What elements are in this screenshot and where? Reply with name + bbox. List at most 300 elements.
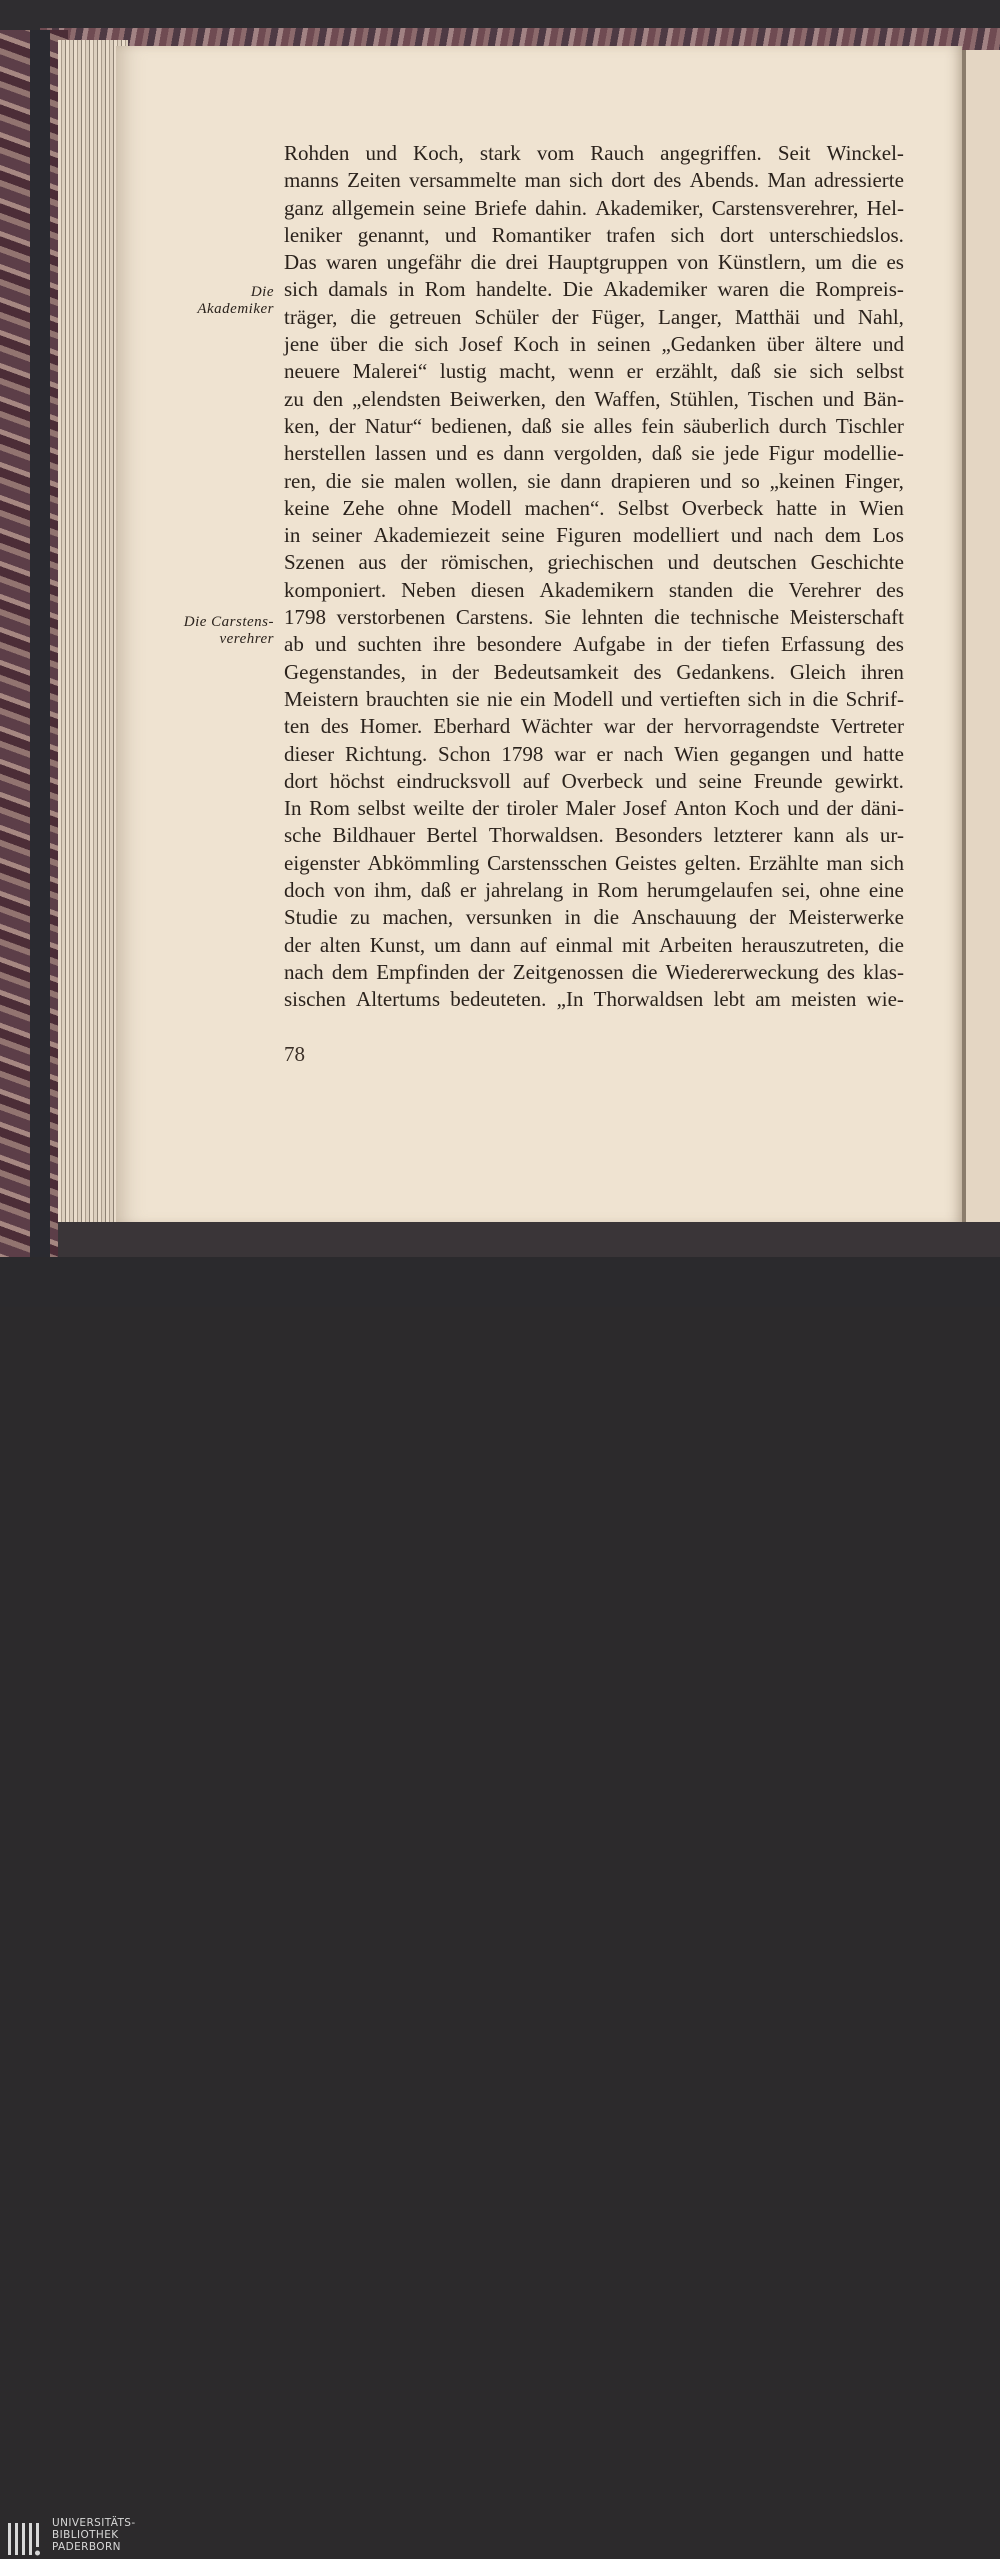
word: der — [646, 714, 674, 739]
word: Meisterwerke — [788, 905, 904, 930]
word: von — [677, 250, 709, 275]
word: Man — [767, 168, 806, 193]
word: Hel- — [866, 195, 904, 220]
word: machen“. — [524, 495, 605, 520]
word: Homer. — [359, 714, 423, 739]
word: der — [477, 959, 505, 984]
word: Neben — [401, 577, 456, 602]
word: war — [554, 741, 586, 766]
word: über — [329, 332, 368, 357]
library-footer — [0, 1257, 1000, 2553]
word: die — [325, 468, 352, 493]
word: leniker — [284, 222, 343, 247]
word: ren, — [284, 468, 317, 493]
text-line — [284, 386, 904, 413]
word: hatte — [863, 741, 904, 766]
word: drei — [505, 250, 539, 275]
word: und — [621, 686, 653, 711]
word: Selbst — [617, 495, 669, 520]
word: lebt — [713, 987, 746, 1012]
word: des — [633, 659, 662, 684]
word: letzterer — [713, 823, 783, 848]
word: zu — [284, 386, 304, 411]
word: seine — [698, 768, 742, 793]
word: Geschichte — [810, 550, 904, 575]
word: 1798 — [284, 605, 326, 630]
word: malen — [394, 468, 446, 493]
word: Bertel — [426, 823, 478, 848]
word: Rom — [309, 796, 350, 821]
word: ten — [284, 714, 310, 739]
word: Bedeutsamkeit — [493, 659, 619, 684]
word: und — [730, 523, 763, 548]
word: Künstlern, — [717, 250, 806, 275]
word: eine — [868, 878, 904, 903]
word: über — [766, 332, 805, 357]
word: Josef — [623, 796, 667, 821]
word: und — [667, 550, 699, 575]
word: die — [631, 959, 658, 984]
word: meisten — [791, 987, 857, 1012]
word: Erfassung — [780, 632, 865, 657]
word: Schüler — [474, 304, 539, 329]
word: tiroler — [506, 796, 558, 821]
word: verstorbenen — [336, 605, 446, 630]
text-line — [284, 850, 904, 877]
word: Seit — [777, 141, 811, 165]
word: Natur“ — [364, 413, 423, 438]
word: gelten. — [684, 850, 742, 875]
word: dort — [611, 168, 646, 193]
word: jahrelang — [485, 878, 564, 903]
text-line — [284, 522, 904, 549]
word: lehnten — [581, 605, 644, 630]
word: Studie — [284, 905, 338, 930]
word: sich — [870, 850, 904, 875]
word: Beiwerken, — [449, 386, 546, 411]
word: er — [596, 741, 613, 766]
word: versunken — [465, 905, 552, 930]
word: in — [398, 277, 415, 302]
word: jene — [284, 332, 319, 357]
word: man — [826, 850, 863, 875]
word: in — [788, 686, 806, 711]
word: hervorragendste — [684, 714, 820, 739]
word: Carstensschen — [487, 850, 608, 875]
word: so — [741, 468, 760, 493]
margin-note-line: verehrer — [219, 631, 274, 647]
text-line — [284, 413, 904, 440]
text-line — [284, 440, 904, 467]
word: „keinen — [769, 468, 835, 493]
word: Tischen — [747, 386, 814, 411]
word: getreuen — [389, 304, 462, 329]
word: dem — [824, 523, 861, 548]
word: der — [328, 413, 356, 438]
word: von — [333, 878, 366, 903]
word: ohne — [397, 495, 439, 520]
word: technische — [690, 605, 780, 630]
word: Overbeck — [561, 768, 644, 793]
text-line — [284, 986, 904, 1013]
word: und — [813, 304, 845, 329]
word: In — [284, 796, 302, 821]
word: Eberhard — [433, 714, 511, 739]
word: Figuren — [556, 523, 622, 548]
word: dann — [470, 932, 511, 957]
word: er — [626, 359, 643, 384]
word: der — [551, 304, 579, 329]
word: Romantiker — [491, 222, 591, 247]
word: Meisterschaft — [789, 605, 904, 630]
text-line — [284, 904, 904, 931]
word: dann — [503, 441, 545, 466]
word: Erzählte — [748, 850, 819, 875]
word: römischen, — [440, 550, 534, 575]
word: versammelte — [409, 168, 517, 193]
word: fein — [641, 413, 675, 438]
word: der — [683, 632, 711, 657]
word: mit — [621, 932, 650, 957]
text-line — [284, 249, 904, 276]
word: selbst — [357, 796, 406, 821]
word: herauszutreten, — [741, 932, 870, 957]
text-line — [284, 304, 904, 331]
word: sich — [670, 222, 705, 247]
word: Matthäi — [734, 304, 801, 329]
word: Nahl, — [857, 304, 904, 329]
word: damals — [328, 277, 388, 302]
word: Overbeck — [681, 495, 764, 520]
word: des — [875, 577, 904, 602]
word: ur- — [879, 823, 904, 848]
word: Modell — [451, 495, 512, 520]
word: Anschauung — [631, 905, 737, 930]
library-name — [52, 2517, 136, 2553]
word: Bildhauer — [332, 823, 416, 848]
word: der — [400, 550, 428, 575]
page-number: 78 — [284, 1042, 305, 1066]
word: drapieren — [610, 468, 691, 493]
word: und — [444, 222, 477, 247]
word: Verehrer — [788, 577, 861, 602]
word: in — [572, 878, 589, 903]
word: und — [365, 141, 397, 165]
word: handelte. — [475, 277, 553, 302]
word: sischen — [284, 987, 346, 1012]
word: Langer, — [658, 304, 722, 329]
word: seiner — [311, 523, 362, 548]
word: ein — [519, 686, 546, 711]
word: kann — [793, 823, 835, 848]
word: Bän- — [863, 386, 904, 411]
word: auf — [519, 932, 547, 957]
text-line — [284, 331, 904, 358]
word: des — [826, 959, 855, 984]
word: sche — [284, 823, 322, 848]
word: die — [851, 250, 878, 275]
word: machen, — [382, 905, 454, 930]
word: deutschen — [712, 550, 797, 575]
word: der — [472, 796, 499, 821]
word: Wächter — [521, 714, 593, 739]
word: ältere — [815, 332, 862, 357]
word: doch — [284, 878, 325, 903]
word: um — [815, 250, 843, 275]
word: als — [845, 823, 869, 848]
word: und — [699, 468, 732, 493]
word: und — [435, 441, 468, 466]
text-line — [284, 795, 904, 822]
word: Freunde — [753, 768, 823, 793]
word: es — [476, 441, 495, 466]
word: Hauptgruppen — [547, 250, 668, 275]
text-line — [284, 659, 904, 686]
word: erzählt, — [655, 359, 718, 384]
word: weilte — [413, 796, 465, 821]
word: Winckel- — [826, 141, 904, 165]
word: sich — [569, 168, 603, 193]
word: Szenen — [284, 550, 345, 575]
word: Abkömmling — [367, 850, 480, 875]
word: in — [420, 659, 438, 684]
word: standen — [668, 577, 733, 602]
word: allgemein — [331, 195, 415, 220]
word: ihre — [432, 632, 466, 657]
word: Rohden — [284, 141, 350, 165]
word: die — [350, 304, 377, 329]
library-name-line: PADERBORN — [52, 2541, 121, 2553]
word: nach — [284, 959, 324, 984]
word: alten — [319, 932, 361, 957]
word: Sie — [544, 605, 571, 630]
word: Akademiezeit — [373, 523, 491, 548]
word: er — [459, 878, 477, 903]
word: modelliert — [632, 523, 720, 548]
text-line — [284, 222, 904, 249]
book-spine — [30, 30, 50, 1257]
word: säuberlich — [683, 413, 770, 438]
word: Die — [562, 277, 594, 302]
text-line — [284, 631, 904, 658]
word: die — [593, 905, 620, 930]
word: brauchten — [366, 686, 449, 711]
word: Rom — [424, 277, 466, 302]
word: keine — [284, 495, 330, 520]
word: daß — [521, 413, 552, 438]
word: angegriffen. — [660, 141, 762, 165]
text-line — [284, 140, 904, 167]
word: Rom — [597, 878, 639, 903]
word: ken, — [284, 413, 320, 438]
word: sie — [773, 359, 797, 384]
word: eindrucksvoll — [396, 768, 511, 793]
word: Meistern — [284, 686, 359, 711]
word: den — [312, 386, 344, 411]
library-name-line: UNIVERSITÄTS- — [52, 2517, 136, 2529]
word: die — [779, 277, 805, 302]
body-text — [284, 140, 904, 1014]
word: däni- — [860, 796, 904, 821]
word: Finger, — [844, 468, 904, 493]
word: Gegenstandes, — [284, 659, 406, 684]
word: der — [826, 796, 854, 821]
text-line — [284, 932, 904, 959]
word: sich — [414, 332, 449, 357]
word: neuere — [284, 359, 340, 384]
word: sich — [284, 277, 318, 302]
word: Thorwaldsen. — [488, 823, 604, 848]
margin-note-line: Akademiker — [197, 301, 274, 317]
word: Vertreter — [830, 714, 904, 739]
text-line — [284, 358, 904, 385]
word: man — [524, 168, 561, 193]
word: macht, — [499, 359, 556, 384]
word: wollen, — [455, 468, 518, 493]
word: am — [755, 987, 781, 1012]
word: hatte — [776, 495, 818, 520]
word: Zeiten — [347, 168, 401, 193]
word: die — [470, 250, 497, 275]
word: Wiedererweckung — [665, 959, 819, 984]
word: Richtung. — [344, 741, 428, 766]
word: „elendsten — [352, 386, 441, 411]
text-line — [284, 495, 904, 522]
word: Gleich — [789, 659, 846, 684]
word: „Gedanken — [661, 332, 756, 357]
word: ihren — [860, 659, 904, 684]
word: zu — [350, 905, 371, 930]
word: unterschiedslos. — [769, 222, 904, 247]
word: Anton — [673, 796, 727, 821]
word: Zeitgenossen — [512, 959, 624, 984]
word: daß — [420, 878, 452, 903]
word: gegangen — [729, 741, 810, 766]
word: in — [569, 332, 587, 357]
margin-note-carstensverehrer — [184, 614, 274, 648]
word: Empfinden — [376, 959, 470, 984]
word: tiefen — [721, 632, 770, 657]
text-line — [284, 577, 904, 604]
word: Akademiker — [603, 277, 708, 302]
word: Malerei“ — [352, 359, 428, 384]
text-line — [284, 604, 904, 631]
word: daß — [730, 359, 761, 384]
text-line — [284, 713, 904, 740]
word: der — [452, 659, 479, 684]
word: und — [820, 741, 853, 766]
word: Los — [872, 523, 904, 548]
word: Koch — [513, 332, 559, 357]
word: Abends. — [689, 168, 760, 193]
word: um — [434, 932, 462, 957]
word: Altertums — [356, 987, 441, 1012]
word: Akademiker, — [595, 195, 704, 220]
word: und — [314, 632, 347, 657]
word: sei, — [781, 878, 811, 903]
word: Waffen, — [594, 386, 661, 411]
word: höchst — [329, 768, 385, 793]
word: nie — [486, 686, 513, 711]
word: herstellen — [284, 441, 366, 466]
word: lustig — [439, 359, 487, 384]
word: ohne — [819, 878, 861, 903]
word: durch — [778, 413, 827, 438]
word: auf — [522, 768, 550, 793]
margin-note-line: Die Carstens- — [183, 614, 274, 630]
text-line — [284, 959, 904, 986]
word: Koch, — [413, 141, 464, 165]
word: sie — [456, 686, 480, 711]
text-line — [284, 686, 904, 713]
word: dem — [331, 959, 369, 984]
word: vom — [536, 141, 575, 165]
word: eigenster — [284, 850, 360, 875]
word: Akademikern — [539, 577, 654, 602]
word: jede — [724, 441, 760, 466]
word: nach — [773, 523, 814, 548]
word: Gedankens. — [676, 659, 775, 684]
word: Arbeiten — [659, 932, 733, 957]
word: in — [656, 632, 673, 657]
word: bedienen, — [431, 413, 513, 438]
word: Stühlen, — [669, 386, 739, 411]
word: sie — [691, 441, 715, 466]
word: träger, — [284, 304, 338, 329]
word: den — [555, 386, 586, 411]
word: modellie- — [823, 441, 904, 466]
word: Zehe — [342, 495, 385, 520]
word: Rompreis- — [815, 277, 904, 302]
text-line — [284, 822, 904, 849]
word: seinen — [596, 332, 651, 357]
word: und — [822, 386, 855, 411]
word: wenn — [568, 359, 614, 384]
word: ihm, — [374, 878, 412, 903]
word: waren — [717, 277, 769, 302]
word: ungefähr — [386, 250, 462, 275]
text-line — [284, 195, 904, 222]
word: sie — [361, 468, 385, 493]
word: seine — [422, 195, 467, 220]
word: alles — [593, 413, 633, 438]
word: ab — [284, 632, 304, 657]
word: die — [748, 577, 774, 602]
word: die — [654, 605, 680, 630]
word: Tischler — [835, 413, 904, 438]
word: dahin. — [535, 195, 588, 220]
word: des — [875, 632, 904, 657]
word: dort — [284, 768, 318, 793]
word: besondere — [476, 632, 562, 657]
word: Wien — [674, 741, 719, 766]
word: gewirkt. — [834, 768, 904, 793]
word: suchten — [357, 632, 422, 657]
word: einmal — [555, 932, 613, 957]
margin-note-akademiker — [197, 284, 274, 318]
word: Füger, — [591, 304, 645, 329]
word: in — [564, 905, 581, 930]
word: Wien — [859, 495, 904, 520]
word: stark — [479, 141, 521, 165]
word: Thorwaldsen — [593, 987, 704, 1012]
word: Modell — [552, 686, 614, 711]
word: Aufgabe — [572, 632, 646, 657]
word: klas- — [863, 959, 904, 984]
facing-page-edge — [962, 50, 1000, 1225]
word: griechischen — [547, 550, 654, 575]
word: Koch — [734, 796, 780, 821]
